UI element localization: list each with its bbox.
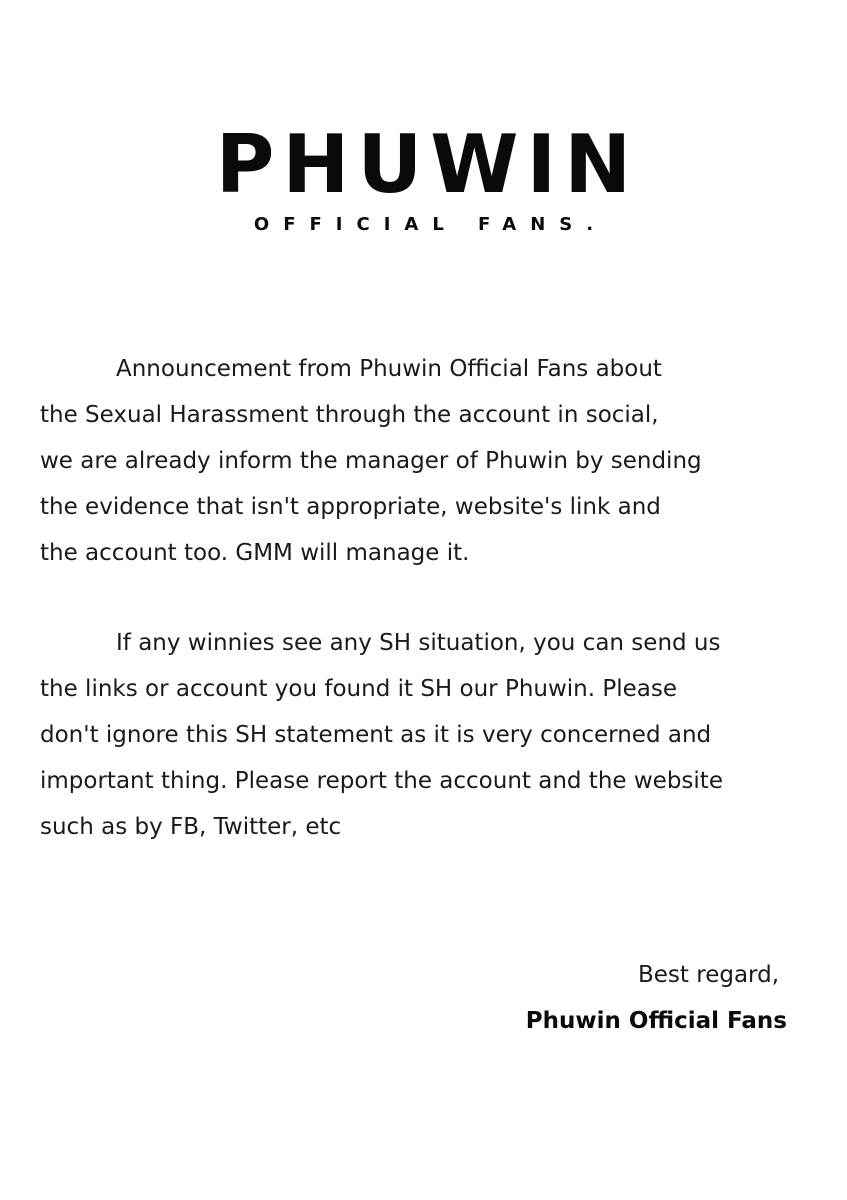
paragraph-line: we are already inform the manager of Phuwin by sending (40, 448, 702, 474)
logo (0, 120, 847, 235)
announcement-paragraph (40, 346, 830, 576)
report-request-paragraph (40, 620, 830, 850)
paragraph-line: the Sexual Harassment through the account in social, (40, 402, 659, 428)
paragraph-line: important thing. Please report the account and the website (40, 768, 723, 794)
paragraph-line: If any winnies see any SH situation, you can send us (116, 630, 721, 656)
signature: Phuwin Official Fans (525, 1008, 787, 1034)
signoff (526, 952, 787, 1044)
closing-text: Best regard, (638, 962, 779, 988)
paragraph-line: the evidence that isn't appropriate, website's link and (40, 494, 661, 520)
paragraph-line: the account too. GMM will manage it. (40, 540, 470, 566)
paragraph-line: don't ignore this SH statement as it is very concerned and (40, 722, 712, 748)
paragraph-line: the links or account you found it SH our Phuwin. Please (40, 676, 678, 702)
logo-title: PHUWIN (215, 118, 640, 211)
paragraph-line: such as by FB, Twitter, etc (40, 814, 342, 840)
logo-subtitle: OFFICIAL FANS. (253, 214, 608, 235)
paragraph-line: Announcement from Phuwin Official Fans about (116, 356, 662, 382)
